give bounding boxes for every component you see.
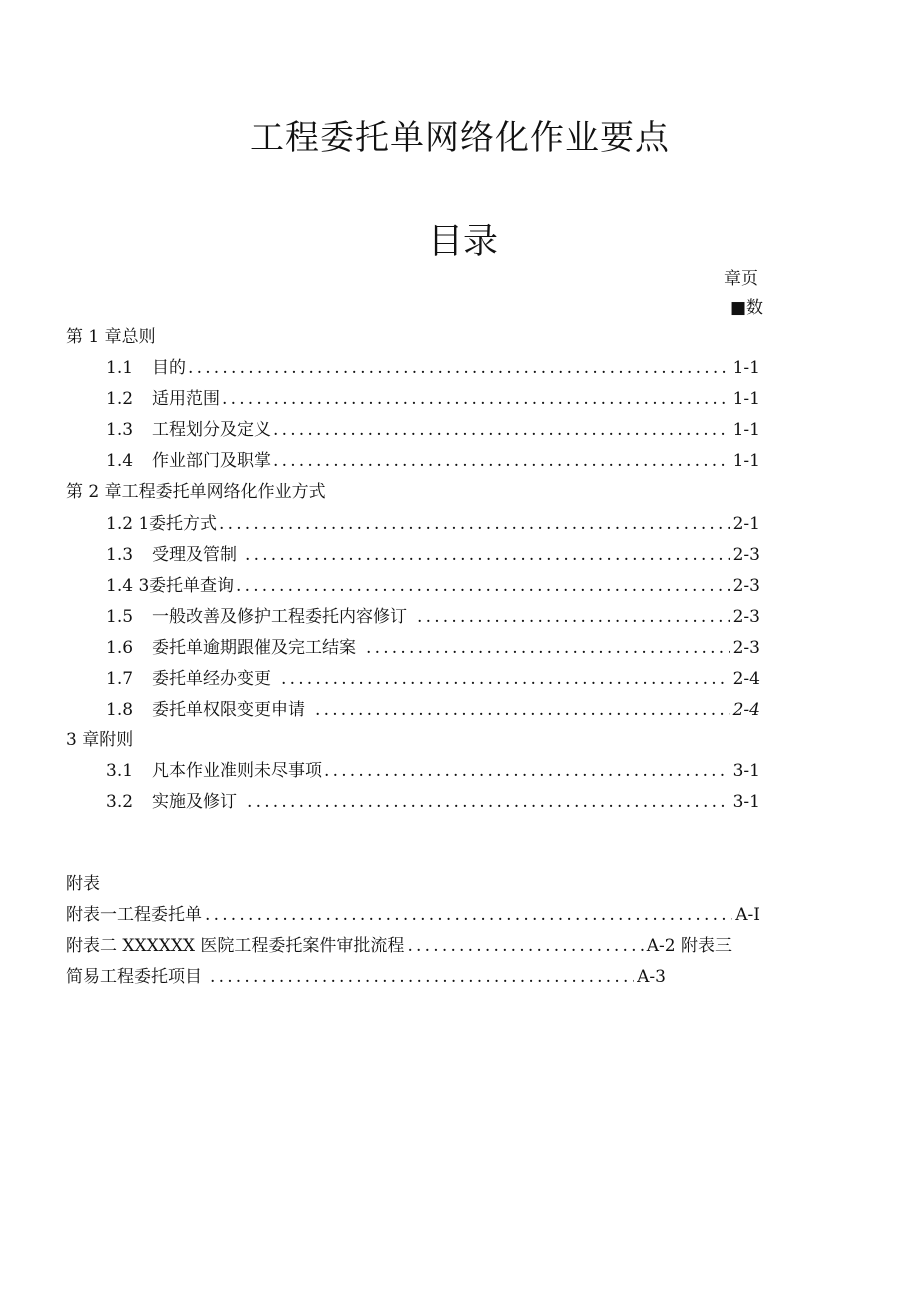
toc-entry	[106, 418, 760, 442]
toc-entry-text: 实施及修订	[152, 792, 237, 812]
toc-entry	[106, 574, 760, 598]
appendix-entry-text: 简易工程委托项目	[66, 967, 202, 987]
toc-entry	[106, 543, 760, 567]
appendix-entry	[66, 903, 760, 927]
appendix-entry-page: A-I	[735, 905, 760, 925]
toc-leader-dots	[210, 965, 634, 989]
toc-leader-dots	[417, 605, 730, 629]
toc-entry-page: 2-1	[732, 514, 760, 534]
toc-leader-dots	[281, 667, 730, 691]
toc-entry-number: 3.1	[106, 761, 134, 781]
toc-entry-page: 1-1	[732, 389, 760, 409]
toc-entry-text: 一般改善及修护工程委托内容修订	[152, 607, 407, 627]
toc-entry-text: 委托方式	[149, 514, 217, 534]
toc-chapter: 第 2 章工程委托单网络化作业方式	[66, 482, 326, 502]
toc-entry-page: 2-3	[732, 607, 760, 627]
toc-entry-text: 凡本作业准则未尽事项	[152, 761, 322, 781]
toc-entry-page: 2-4	[732, 700, 760, 720]
toc-entry	[106, 387, 760, 411]
toc-entry	[106, 667, 760, 691]
toc-leader-dots	[324, 759, 730, 783]
toc-entry-number: 1.2 1	[106, 514, 150, 534]
toc-entry-page: 1-1	[732, 451, 760, 471]
toc-leader-dots	[219, 512, 730, 536]
toc-leader-dots	[236, 574, 730, 598]
toc-entry	[106, 790, 760, 814]
toc-entry-number: 1.3	[106, 545, 134, 565]
document-title: 工程委托单网络化作业要点	[250, 118, 670, 158]
toc-entry	[106, 698, 760, 722]
page-column-header-2: ■数	[729, 298, 763, 318]
toc-leader-dots	[366, 636, 730, 660]
toc-entry-number: 3.2	[106, 792, 134, 812]
toc-leader-dots	[247, 790, 730, 814]
toc-leader-dots	[245, 543, 730, 567]
toc-entry-page: 3-1	[732, 761, 760, 781]
toc-leader-dots	[222, 387, 730, 411]
toc-entry-text: 受理及管制	[152, 545, 237, 565]
toc-leader-dots	[407, 934, 643, 958]
page-column-header: 章页	[724, 269, 758, 289]
toc-entry	[106, 356, 760, 380]
toc-entry-number: 1.3	[106, 420, 134, 440]
toc-leader-dots	[315, 698, 730, 722]
appendix-entry	[66, 965, 666, 989]
toc-entry-page: 1-1	[732, 358, 760, 378]
toc-entry-page: 2-3	[732, 638, 760, 658]
toc-entry-page: 2-3	[732, 576, 760, 596]
toc-entry-text: 适用范围	[152, 389, 220, 409]
toc-entry-text: 委托单查询	[149, 576, 234, 596]
toc-entry-number: 1.6	[106, 638, 134, 658]
toc-entry	[106, 636, 760, 660]
toc-entry	[106, 605, 760, 629]
toc-entry-text: 委托单权限变更申请	[152, 700, 305, 720]
toc-entry-text: 目的	[152, 358, 186, 378]
toc-entry-page: 2-4	[732, 669, 760, 689]
toc-entry-page: 2-3	[732, 545, 760, 565]
toc-entry-number: 1.5	[106, 607, 134, 627]
toc-leader-dots	[273, 418, 730, 442]
toc-entry-number: 1.1	[106, 358, 134, 378]
toc-entry-number: 1.8	[106, 700, 134, 720]
toc-entry-number: 1.7	[106, 669, 134, 689]
appendix-heading: 附表	[66, 874, 100, 894]
appendix-entry-text: 附表一工程委托单	[66, 905, 202, 925]
toc-leader-dots	[273, 449, 730, 473]
toc-entry	[106, 512, 760, 536]
appendix-entry	[66, 934, 732, 958]
toc-entry-number: 1.4 3	[106, 576, 150, 596]
toc-entry-text: 委托单经办变更	[152, 669, 271, 689]
toc-entry-page: 3-1	[732, 792, 760, 812]
toc-entry	[106, 759, 760, 783]
toc-leader-dots	[188, 356, 730, 380]
appendix-entry-text: 附表二 XXXXXX 医院工程委托案件审批流程	[66, 936, 405, 956]
appendix-entry-page: A-3	[637, 967, 666, 987]
toc-entry-text: 作业部门及职掌	[152, 451, 271, 471]
toc-entry-text: 委托单逾期跟催及完工结案	[152, 638, 356, 658]
toc-entry-text: 工程划分及定义	[152, 420, 271, 440]
toc-entry	[106, 449, 760, 473]
appendix-entry-page: A-2 附表三	[646, 936, 732, 956]
toc-entry-page: 1-1	[732, 420, 760, 440]
toc-chapter: 3 章附则	[66, 730, 134, 750]
toc-entry-number: 1.4	[106, 451, 134, 471]
toc-chapter: 第 1 章总则	[66, 327, 156, 347]
toc-entry-number: 1.2	[106, 389, 134, 409]
toc-leader-dots	[205, 903, 732, 927]
toc-heading: 目录	[427, 222, 498, 262]
